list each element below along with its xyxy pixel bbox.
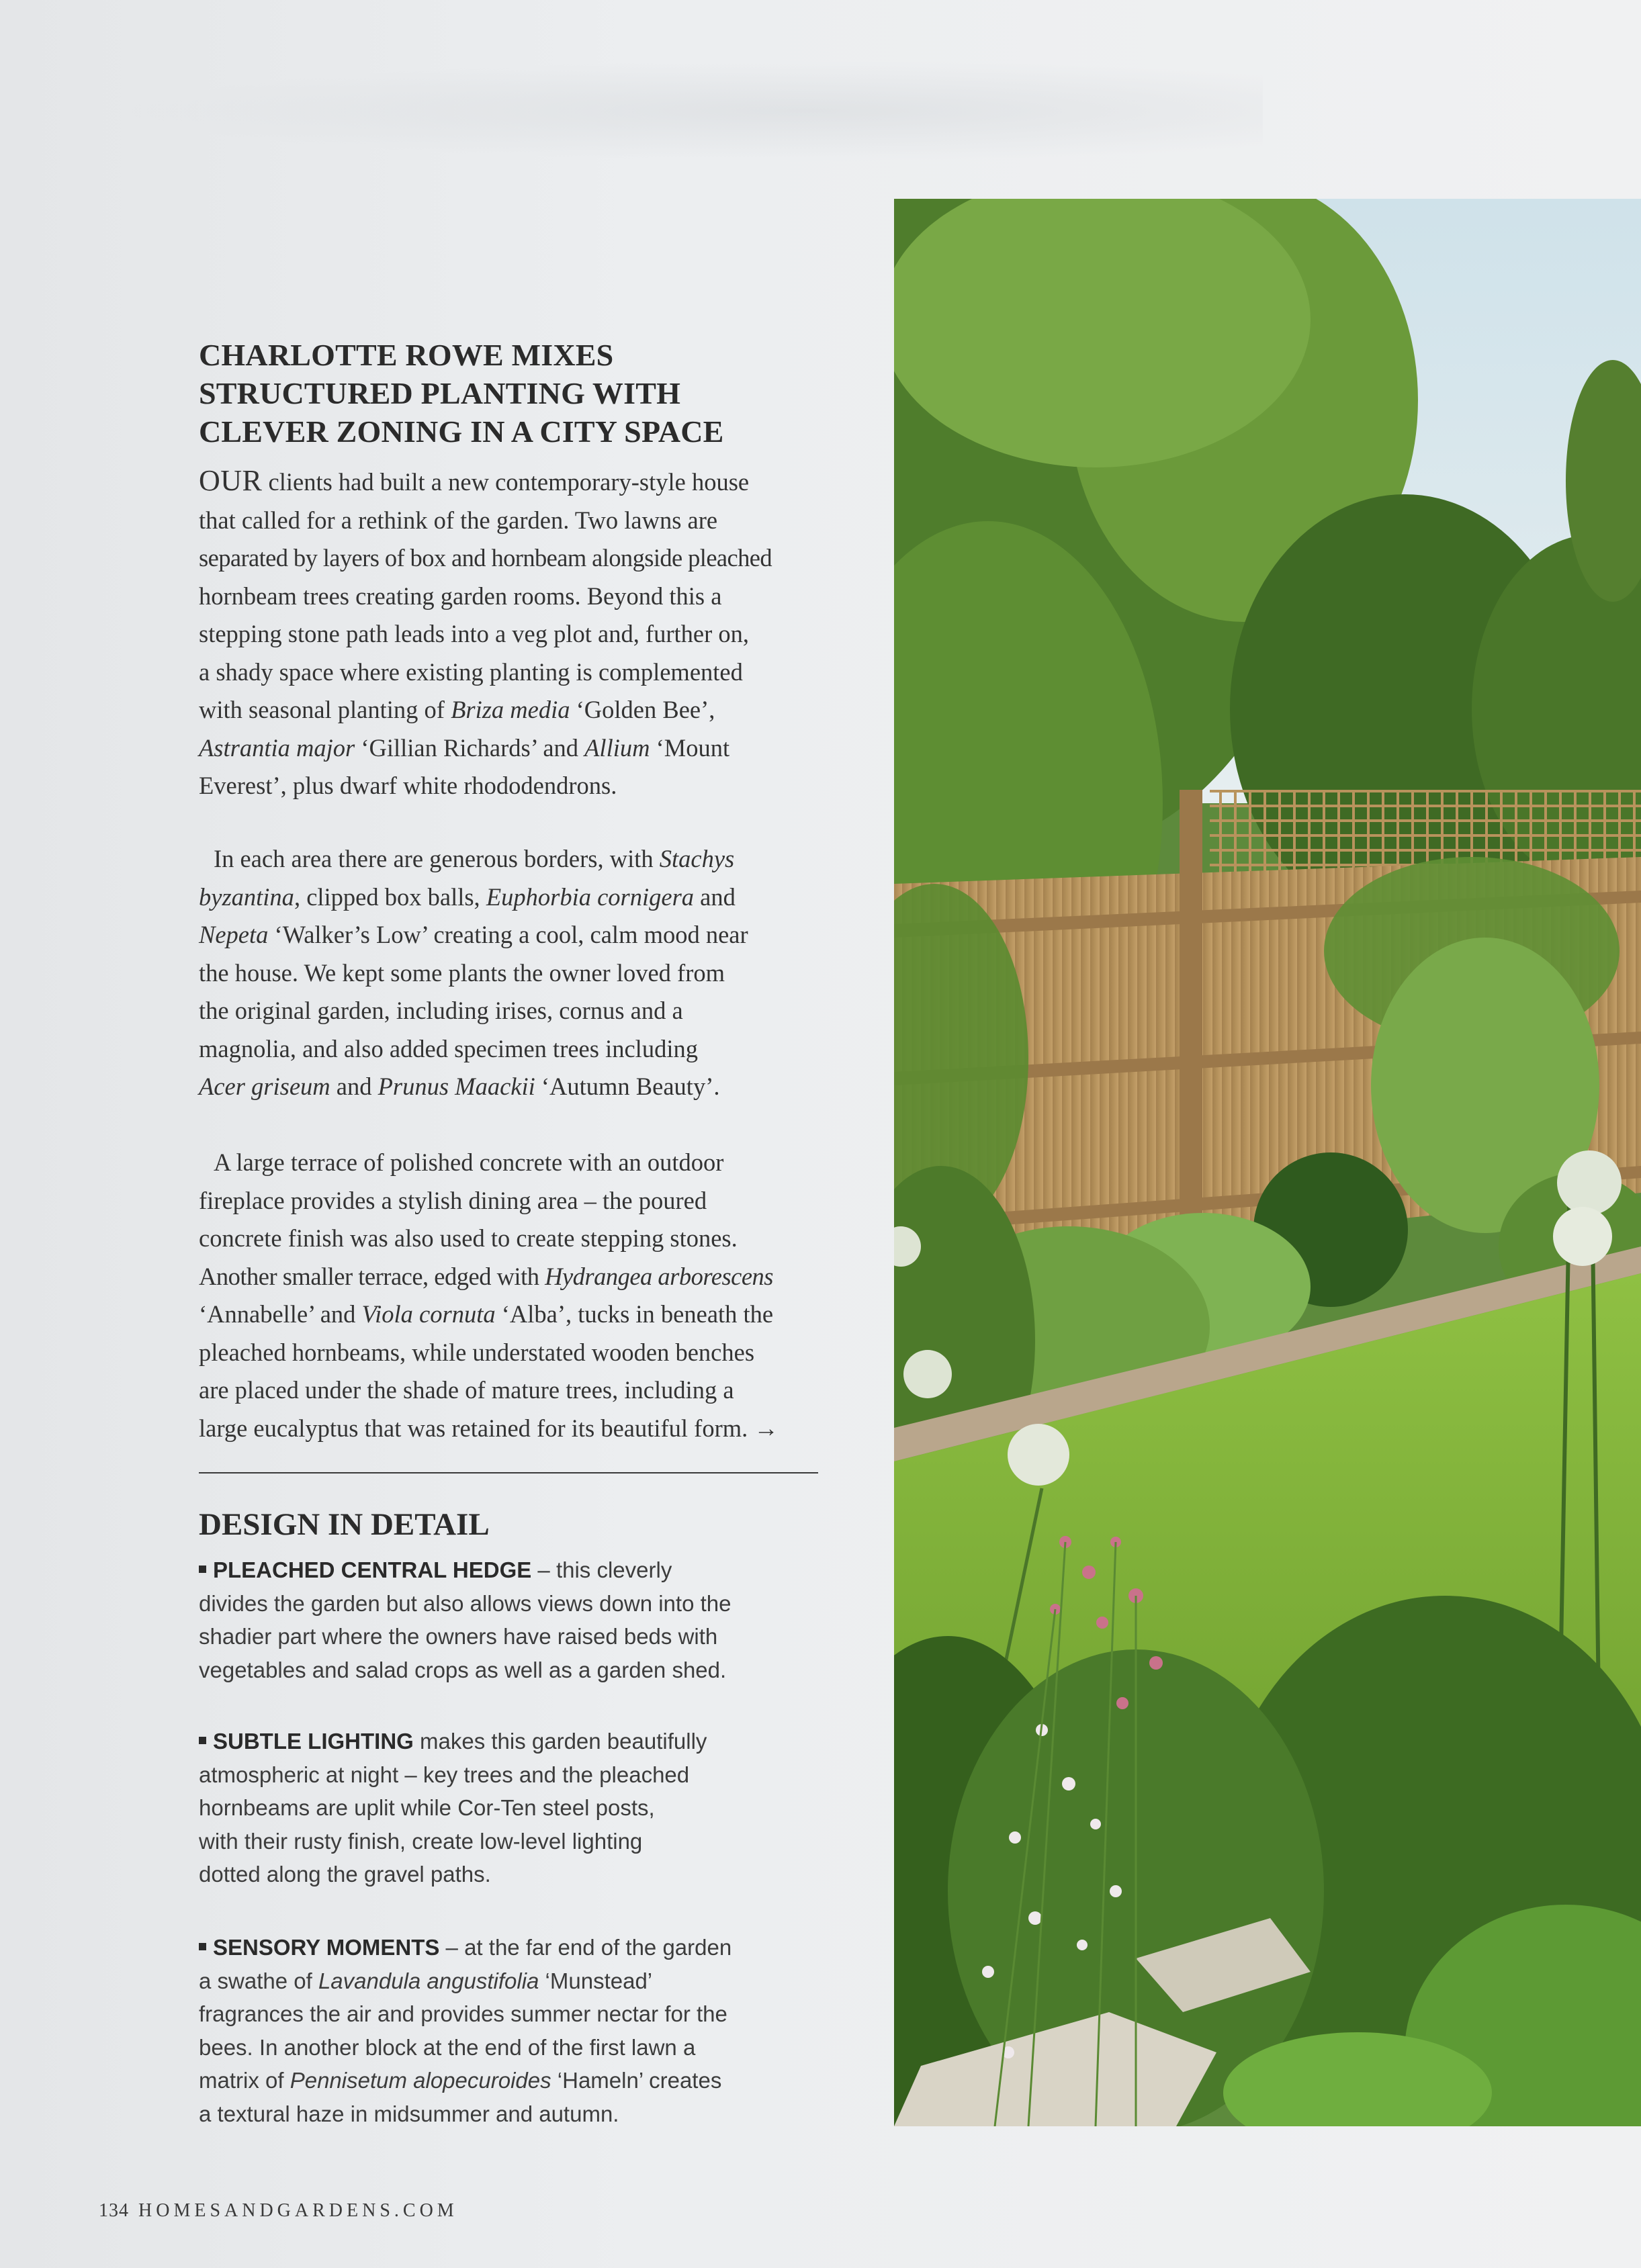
design-item-hedge <box>199 1553 820 1686</box>
plant-name: Euphorbia cornigera <box>486 882 695 911</box>
allium-head <box>1553 1207 1612 1266</box>
plant-name: Viola cornuta <box>361 1300 496 1328</box>
text-line: large eucalyptus that was retained for its beautiful form. → <box>199 1414 779 1442</box>
text-line: fireplace provides a stylish dining area – the poured <box>199 1186 707 1214</box>
text-span: In each area there are generous borders, with <box>214 845 660 872</box>
plant-name: Allium <box>584 733 650 762</box>
body-paragraph-2 <box>199 840 820 1106</box>
text-line: divides the garden but also allows views down into the <box>199 1590 731 1616</box>
plant-name: byzantina <box>199 882 294 911</box>
text-line <box>199 1931 820 1964</box>
item-title: SENSORY MOMENTS <box>213 1935 440 1960</box>
plant-name: Pennisetum alopecuroides <box>290 2068 551 2093</box>
text-span: ‘Golden Bee’, <box>570 696 715 723</box>
plant-name: Hydrangea arborescens <box>545 1262 773 1290</box>
headline-line: STRUCTURED PLANTING WITH <box>199 376 681 410</box>
text-line: are placed under the shade of mature trees, including a <box>199 1376 734 1404</box>
text-span: ‘Hameln’ creates <box>551 2068 722 2093</box>
text-line: the house. We kept some plants the owner loved from <box>199 958 725 987</box>
body-paragraph-3 <box>199 1144 820 1447</box>
text-line: vegetables and salad crops as well as a garden shed. <box>199 1657 727 1682</box>
text-span: Another smaller terrace, edged with <box>199 1262 545 1290</box>
text-line: bees. In another block at the end of the first lawn a <box>199 2034 696 2060</box>
text-line <box>199 1553 820 1587</box>
text-line <box>199 1725 820 1758</box>
text-line: concrete finish was also used to create stepping stones. <box>199 1224 738 1252</box>
text-line <box>199 1296 820 1334</box>
text-line <box>199 1258 820 1296</box>
plant-name: Nepeta <box>199 921 269 948</box>
item-title: PLEACHED CENTRAL HEDGE <box>213 1557 532 1582</box>
text-line <box>199 840 820 878</box>
text-line: hornbeam trees creating garden rooms. Beyond this a <box>199 582 722 610</box>
page-number: 134 <box>99 2200 129 2221</box>
design-item-lighting <box>199 1725 820 1891</box>
text-line: hornbeams are uplit while Cor-Ten steel posts, <box>199 1795 655 1820</box>
garden-photo <box>894 199 1641 2126</box>
site-name: HOMESANDGARDENS.COM <box>138 2200 458 2221</box>
allium-head <box>1557 1150 1622 1215</box>
plant-name: Prunus Maackii <box>378 1073 535 1100</box>
text-line: the original garden, including irises, cornus and a <box>199 997 683 1024</box>
design-in-detail-heading: DESIGN IN DETAIL <box>199 1507 490 1542</box>
text-line: Everest’, plus dwarf white rhododendrons. <box>199 772 617 799</box>
text-span: makes this garden beautifully <box>413 1729 707 1754</box>
text-line: separated by layers of box and hornbeam alongside pleached <box>199 544 772 572</box>
text-line: magnolia, and also added specimen trees including <box>199 1034 698 1062</box>
text-line <box>199 691 820 729</box>
text-line <box>199 1068 820 1106</box>
text-span: ‘Annabelle’ and <box>199 1300 362 1328</box>
plant-name: Lavandula angustifolia <box>318 1968 539 1993</box>
text-line: A large terrace of polished concrete with an outdoor <box>214 1148 724 1176</box>
body-paragraph-1 <box>199 462 820 805</box>
drop-lead-word: OUR <box>199 464 263 497</box>
text-span: ‘Munstead’ <box>539 1968 653 1993</box>
garden-illustration <box>894 199 1641 2126</box>
text-line: with their rusty finish, create low-level lighting <box>199 1828 643 1854</box>
item-title: SUBTLE LIGHTING <box>213 1729 414 1754</box>
text-line <box>199 2064 820 2097</box>
text-line: a textural haze in midsummer and autumn. <box>199 2101 619 2126</box>
text-span: a swathe of <box>199 1968 318 1993</box>
text-line: a shady space where existing planting is complemented <box>199 657 743 686</box>
text-line <box>199 729 820 768</box>
text-span: ‘Alba’, tucks in beneath the <box>495 1300 774 1328</box>
text-span: and <box>694 882 736 911</box>
text-span: with seasonal planting of <box>199 696 451 723</box>
plant-name: Acer griseum <box>199 1073 330 1100</box>
text-span: clients had built a new contemporary-style house <box>262 468 750 496</box>
text-span: ‘Autumn Beauty’. <box>535 1073 720 1100</box>
page-folio <box>99 2200 458 2222</box>
headline-line: CHARLOTTE ROWE MIXES <box>199 338 614 372</box>
text-line: dotted along the gravel paths. <box>199 1862 491 1887</box>
text-line: stepping stone path leads into a veg plot and, further on, <box>199 620 750 647</box>
plant-name: Astrantia major <box>199 733 355 762</box>
text-line: that called for a rethink of the garden. Two lawns are <box>199 506 718 534</box>
show-through-print <box>121 60 1263 161</box>
text-span: ‘Gillian Richards’ and <box>355 733 585 762</box>
text-span: ‘Mount <box>650 733 730 762</box>
allium-head <box>1008 1424 1069 1486</box>
text-line: pleached hornbeams, while understated wooden benches <box>199 1338 755 1366</box>
text-line <box>199 916 820 954</box>
text-span: – at the far end of the garden <box>439 1935 732 1960</box>
design-item-sensory <box>199 1931 820 2130</box>
section-divider <box>199 1472 818 1473</box>
text-line <box>199 462 820 502</box>
text-span: matrix of <box>199 2068 290 2093</box>
allium-head <box>903 1350 952 1398</box>
text-line <box>199 878 820 917</box>
text-line: fragrances the air and provides summer nectar for the <box>199 2001 727 2026</box>
square-bullet-icon <box>199 1566 206 1573</box>
headline-line: CLEVER ZONING IN A CITY SPACE <box>199 414 724 449</box>
text-span: and <box>330 1073 378 1100</box>
square-bullet-icon <box>199 1943 206 1950</box>
text-span: – this cleverly <box>531 1557 672 1582</box>
text-span: ‘Walker’s Low’ creating a cool, calm mood near <box>268 921 748 948</box>
square-bullet-icon <box>199 1737 206 1744</box>
plant-name: Briza media <box>451 696 570 723</box>
text-span: , clipped box balls, <box>294 882 486 911</box>
article-headline <box>199 336 844 451</box>
text-line: atmospheric at night – key trees and the pleached <box>199 1762 690 1787</box>
text-line <box>199 1964 820 1998</box>
plant-name: Stachys <box>659 845 735 872</box>
text-line: shadier part where the owners have raised beds with <box>199 1624 718 1649</box>
